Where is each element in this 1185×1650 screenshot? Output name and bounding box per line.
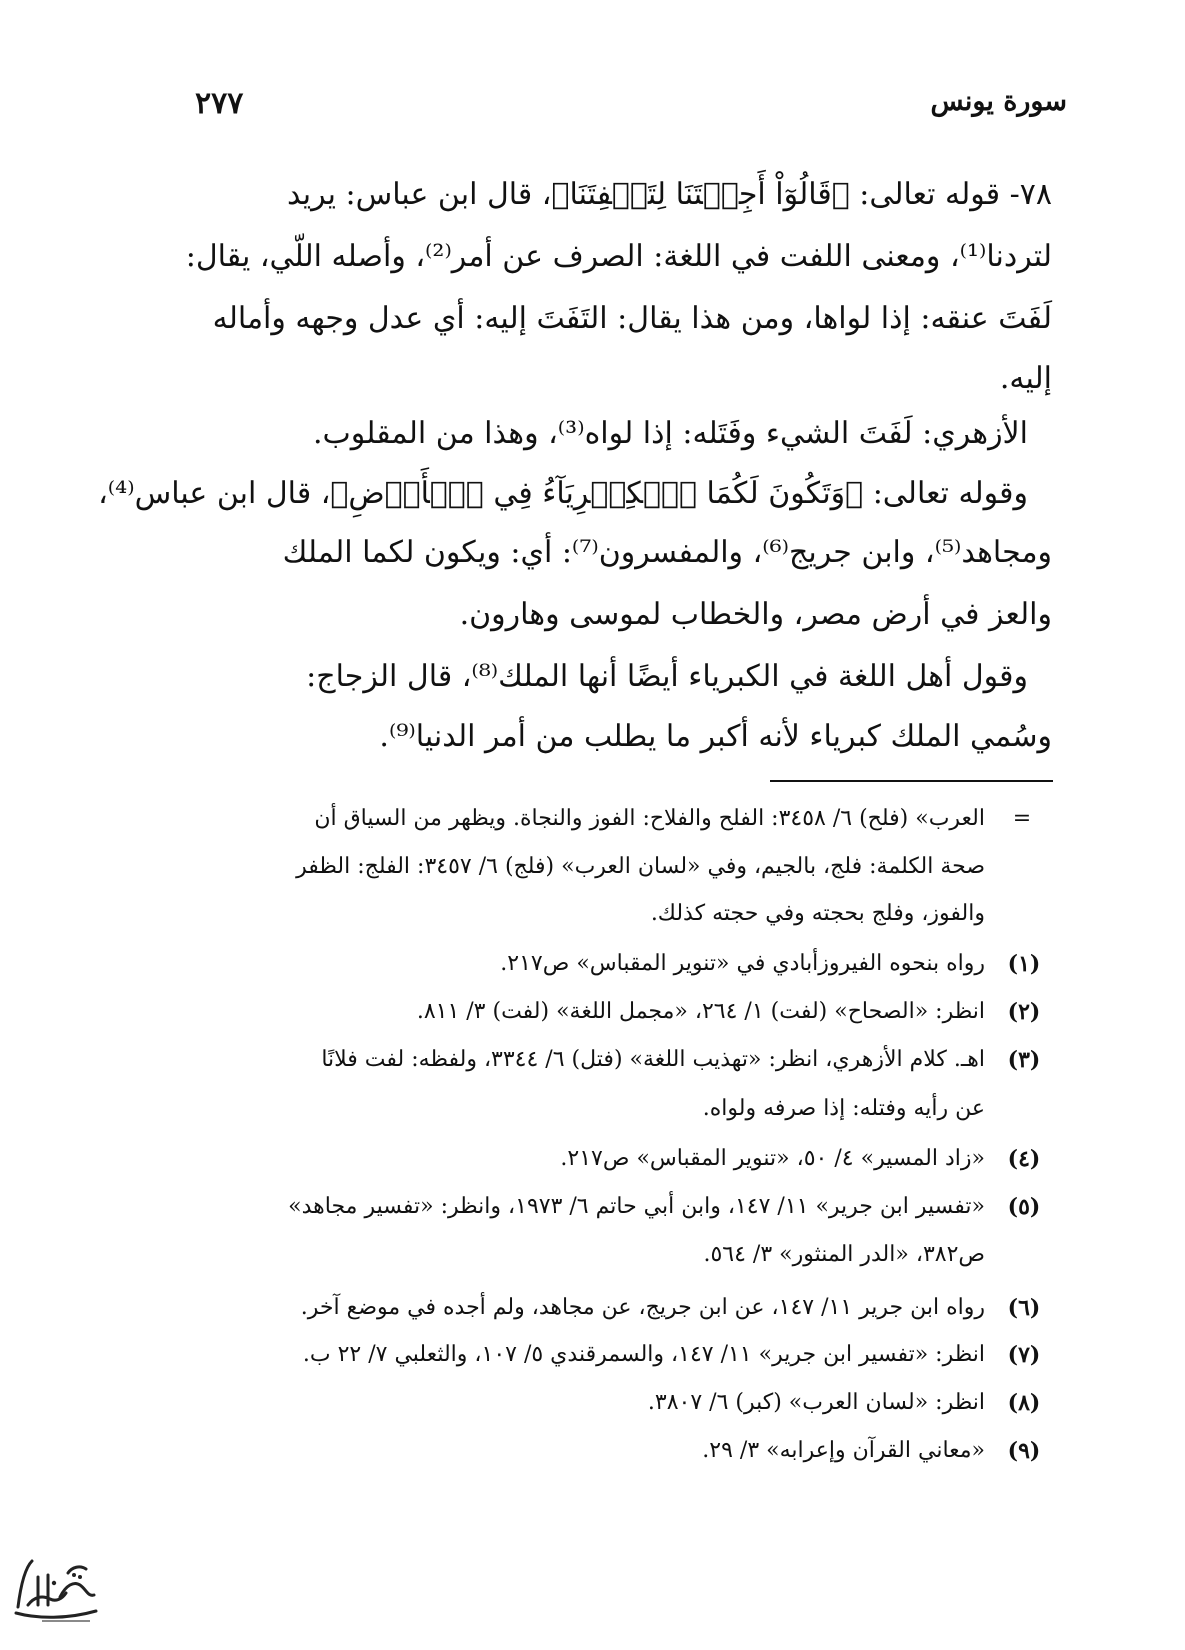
running-header-title: سورة يونس (930, 86, 1067, 117)
main-line: والعز في أرض مصر، والخطاب لموسى وهارون. (459, 597, 1052, 632)
footnote-number: (٩) (1007, 1438, 1041, 1464)
footnote-number: (٣) (1007, 1047, 1041, 1073)
main-line: لتردنا⁽¹⁾، ومعنى اللفت في اللغة: الصرف عن أمر⁽²⁾، وأصله اللّي، يقال: (185, 239, 1052, 274)
footnote-number: (٤) (1007, 1146, 1041, 1172)
footnote-number: (٥) (1007, 1194, 1041, 1220)
footnote-line: والفوز، وفلج بحجته وفي حجته كذلك. (650, 901, 985, 926)
footnote-line: «زاد المسير» ٤/ ٥٠، «تنوير المقباس» ص٢١٧. (560, 1146, 985, 1171)
footnote-line: انظر: «الصحاح» (لفت) ١/ ٢٦٤، «مجمل اللغة» (لفت) ٣/ ٨١١. (416, 999, 985, 1024)
footnote-line: رواه ابن جرير ١١/ ١٤٧، عن ابن جريج، عن مجاهد، ولم أجده في موضع آخر. (300, 1295, 985, 1320)
main-line: ومجاهد⁽⁵⁾، وابن جريج⁽⁶⁾، والمفسرون⁽⁷⁾: أي: ويكون لكما الملك (282, 535, 1052, 570)
main-line: وسُمي الملك كبرياء لأنه أكبر ما يطلب من أمر الدنيا⁽⁹⁾. (379, 719, 1052, 754)
footnote-line: العرب» (فلح) ٦/ ٣٤٥٨: الفلح والفلاح: الفوز والنجاة. ويظهر من السياق أن (314, 806, 985, 831)
footnote-line: عن رأيه وفتله: إذا صرفه ولواه. (702, 1096, 985, 1121)
main-line: وقول أهل اللغة في الكبرياء أيضًا أنها الملك⁽⁸⁾، قال الزجاج: (306, 659, 1028, 694)
page-number: ٢٧٧ (195, 86, 244, 121)
continuation-marker: = (1012, 806, 1032, 831)
footnote-line: انظر: «لسان العرب» (كبر) ٦/ ٣٨٠٧. (647, 1390, 985, 1415)
main-line: إليه. (999, 361, 1052, 396)
main-line: لَفَتَ عنقه: إذا لواها، ومن هذا يقال: التَفَتَ إليه: أي عدل وجهه وأماله (212, 301, 1052, 336)
footnote-line: انظر: «تفسير ابن جرير» ١١/ ١٤٧، والسمرقندي ٥/ ١٠٧، والثعلبي ٧/ ٢٢ ب. (302, 1342, 985, 1367)
footnote-number: (٨) (1007, 1390, 1041, 1416)
footnote-line: ص٣٨٢، «الدر المنثور» ٣/ ٥٦٤. (703, 1242, 985, 1267)
footnote-line: رواه بنحوه الفيروزأبادي في «تنوير المقباس» ص٢١٧. (500, 951, 985, 976)
footnote-line: اهـ. كلام الأزهري، انظر: «تهذيب اللغة» (فتل) ٦/ ٣٣٤٤، ولفظه: لفت فلانًا (321, 1047, 985, 1072)
calligraphy-logo-icon (8, 1555, 100, 1625)
footnote-number: (١) (1007, 951, 1041, 977)
main-line: وقوله تعالى: ﴿وَتَكُونَ لَكُمَا ٱلۡكِبۡرِيَآءُ فِي ٱلۡأَرۡضِ﴾، قال ابن عباس⁽⁴⁾، (98, 476, 1028, 511)
footnote-separator (770, 780, 1053, 782)
main-line: الأزهري: لَفَتَ الشيء وفَتَله: إذا لواه⁽³⁾، وهذا من المقلوب. (313, 416, 1028, 451)
footnote-line: «تفسير ابن جرير» ١١/ ١٤٧، وابن أبي حاتم ٦/ ١٩٧٣، وانظر: «تفسير مجاهد» (288, 1194, 985, 1219)
main-line: ٧٨- قوله تعالى: ﴿قَالُوٓاْ أَجِئۡتَنَا لِتَلۡفِتَنَا﴾، قال ابن عباس: يريد (287, 177, 1052, 212)
footnote-line: صحة الكلمة: فلج، بالجيم، وفي «لسان العرب» (فلج) ٦/ ٣٤٥٧: الفلج: الظفر (296, 854, 985, 879)
footnote-number: (٧) (1007, 1342, 1041, 1368)
footnote-number: (٢) (1007, 999, 1041, 1025)
footnote-line: «معاني القرآن وإعرابه» ٣/ ٢٩. (702, 1438, 985, 1463)
footnote-number: (٦) (1007, 1295, 1041, 1321)
